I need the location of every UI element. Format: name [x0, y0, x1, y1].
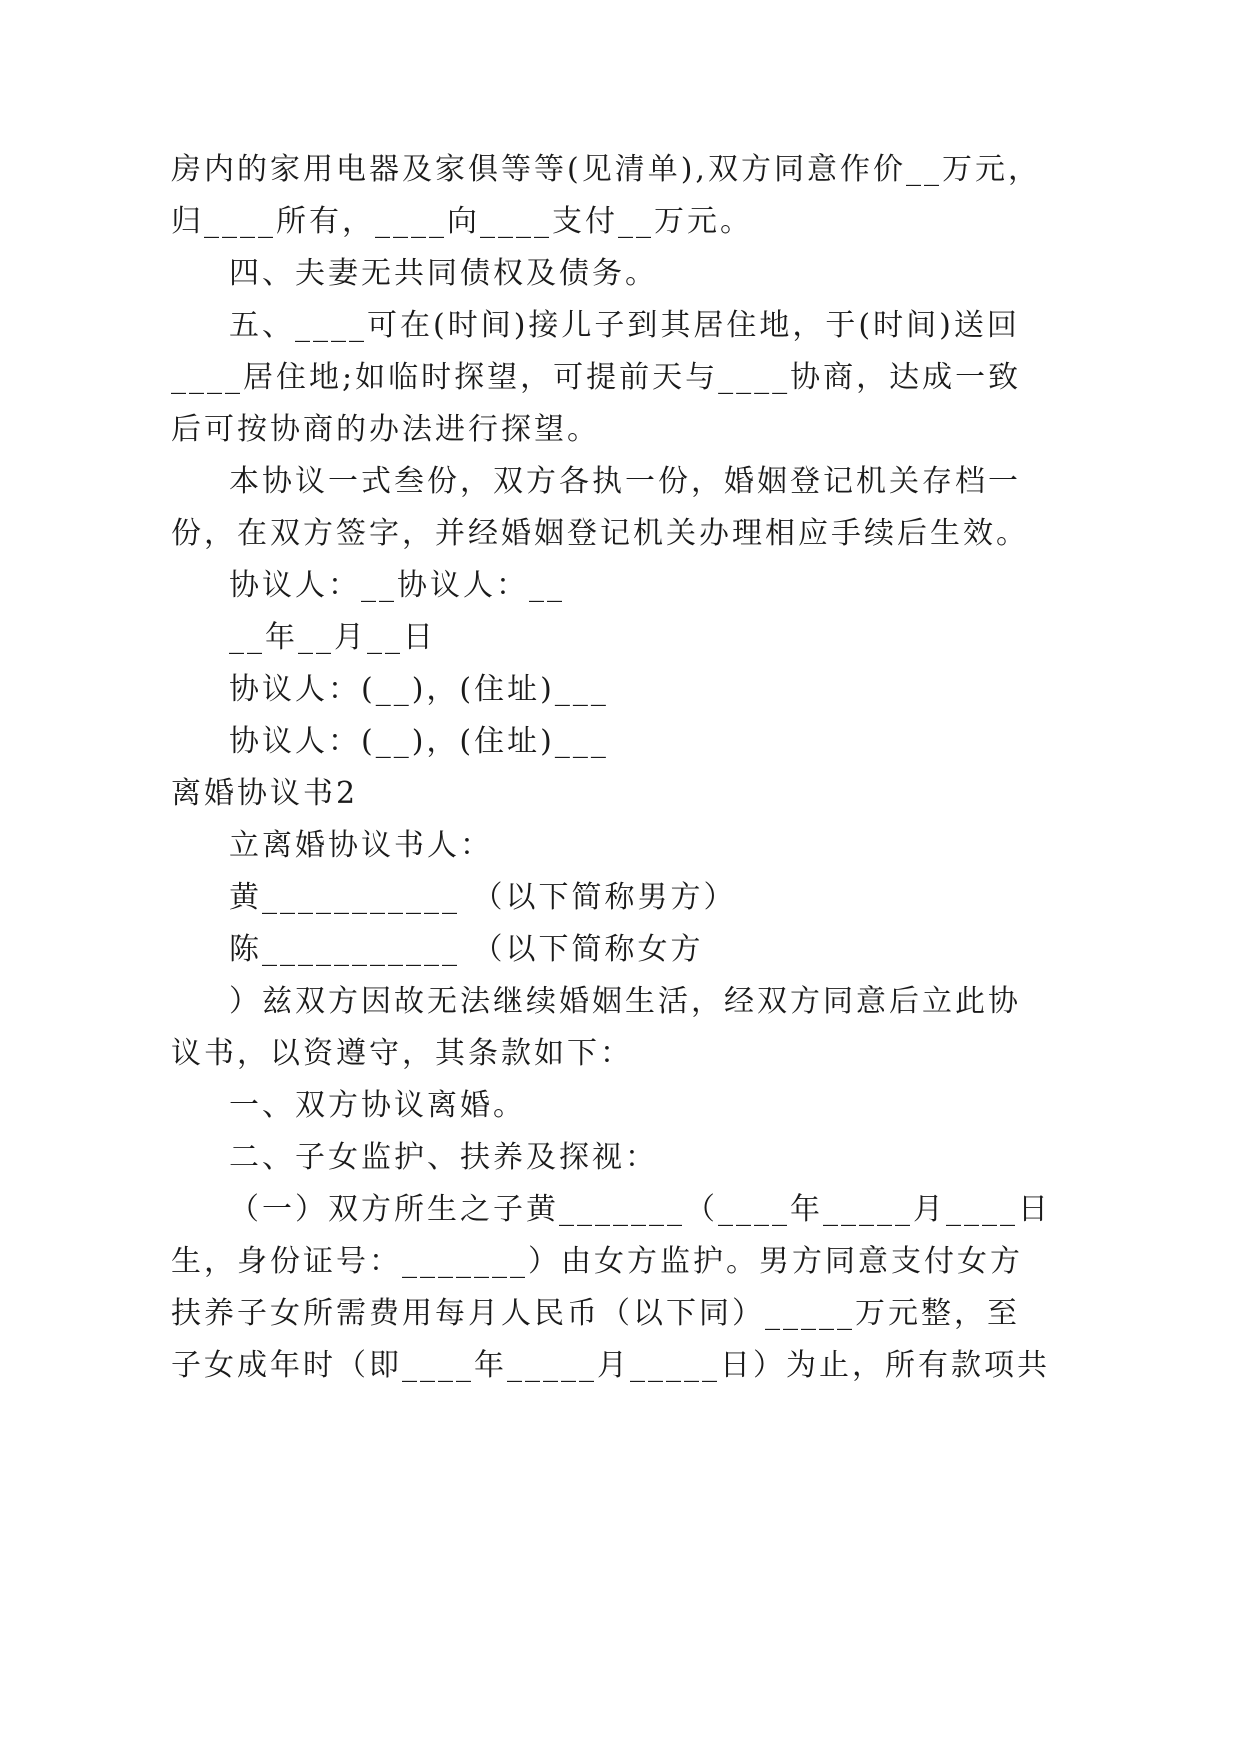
paragraph-line: 议书，以资遵守，其条款如下： — [171, 1036, 633, 1071]
paragraph-line: 五、____可在(时间)接儿子到其居住地，于(时间)送回 — [229, 308, 1020, 343]
paragraph-line: 份，在双方签字，并经婚姻登记机关办理相应手续后生效。 — [171, 516, 1029, 551]
signature-line: 协议人：__协议人：__ — [229, 568, 565, 603]
paragraph-line: 扶养子女所需费用每月人民币（以下同）_____万元整，至 — [171, 1296, 1020, 1331]
party-address-line: 协议人：(__)，(住址)___ — [229, 724, 609, 759]
paragraph-line: ____居住地;如临时探望，可提前天与____协商，达成一致 — [171, 360, 1022, 395]
party-address-line: 协议人：(__)，(住址)___ — [229, 672, 609, 707]
paragraph-line: 立离婚协议书人： — [229, 828, 493, 863]
paragraph-line: 本协议一式叁份，双方各执一份，婚姻登记机关存档一 — [229, 464, 1021, 499]
clause-line: 一、双方协议离婚。 — [229, 1088, 526, 1123]
paragraph-line: （一）双方所生之子黄_______（____年_____月____日 — [229, 1192, 1051, 1227]
paragraph-line: 归____所有，____向____支付__万元。 — [171, 204, 753, 239]
date-line: __年__月__日 — [229, 620, 436, 655]
clause-line: 二、子女监护、扶养及探视： — [229, 1140, 658, 1175]
paragraph-line: ）兹双方因故无法继续婚姻生活，经双方同意后立此协 — [229, 984, 1021, 1019]
paragraph-line: 子女成年时（即____年_____月_____日）为止，所有款项共 — [171, 1348, 1050, 1383]
paragraph-line: 房内的家用电器及家俱等等(见清单),双方同意作价__万元， — [171, 152, 1041, 187]
section-title: 离婚协议书2 — [171, 776, 359, 811]
paragraph-line: 后可按协商的办法进行探望。 — [171, 412, 600, 447]
party-line: 黄___________ （以下简称男方） — [229, 880, 737, 915]
paragraph-line: 四、夫妻无共同债权及债务。 — [229, 256, 658, 291]
paragraph-line: 生，身份证号：_______）由女方监护。男方同意支付女方 — [171, 1244, 1023, 1279]
party-line: 陈___________ （以下简称女方 — [229, 932, 704, 967]
